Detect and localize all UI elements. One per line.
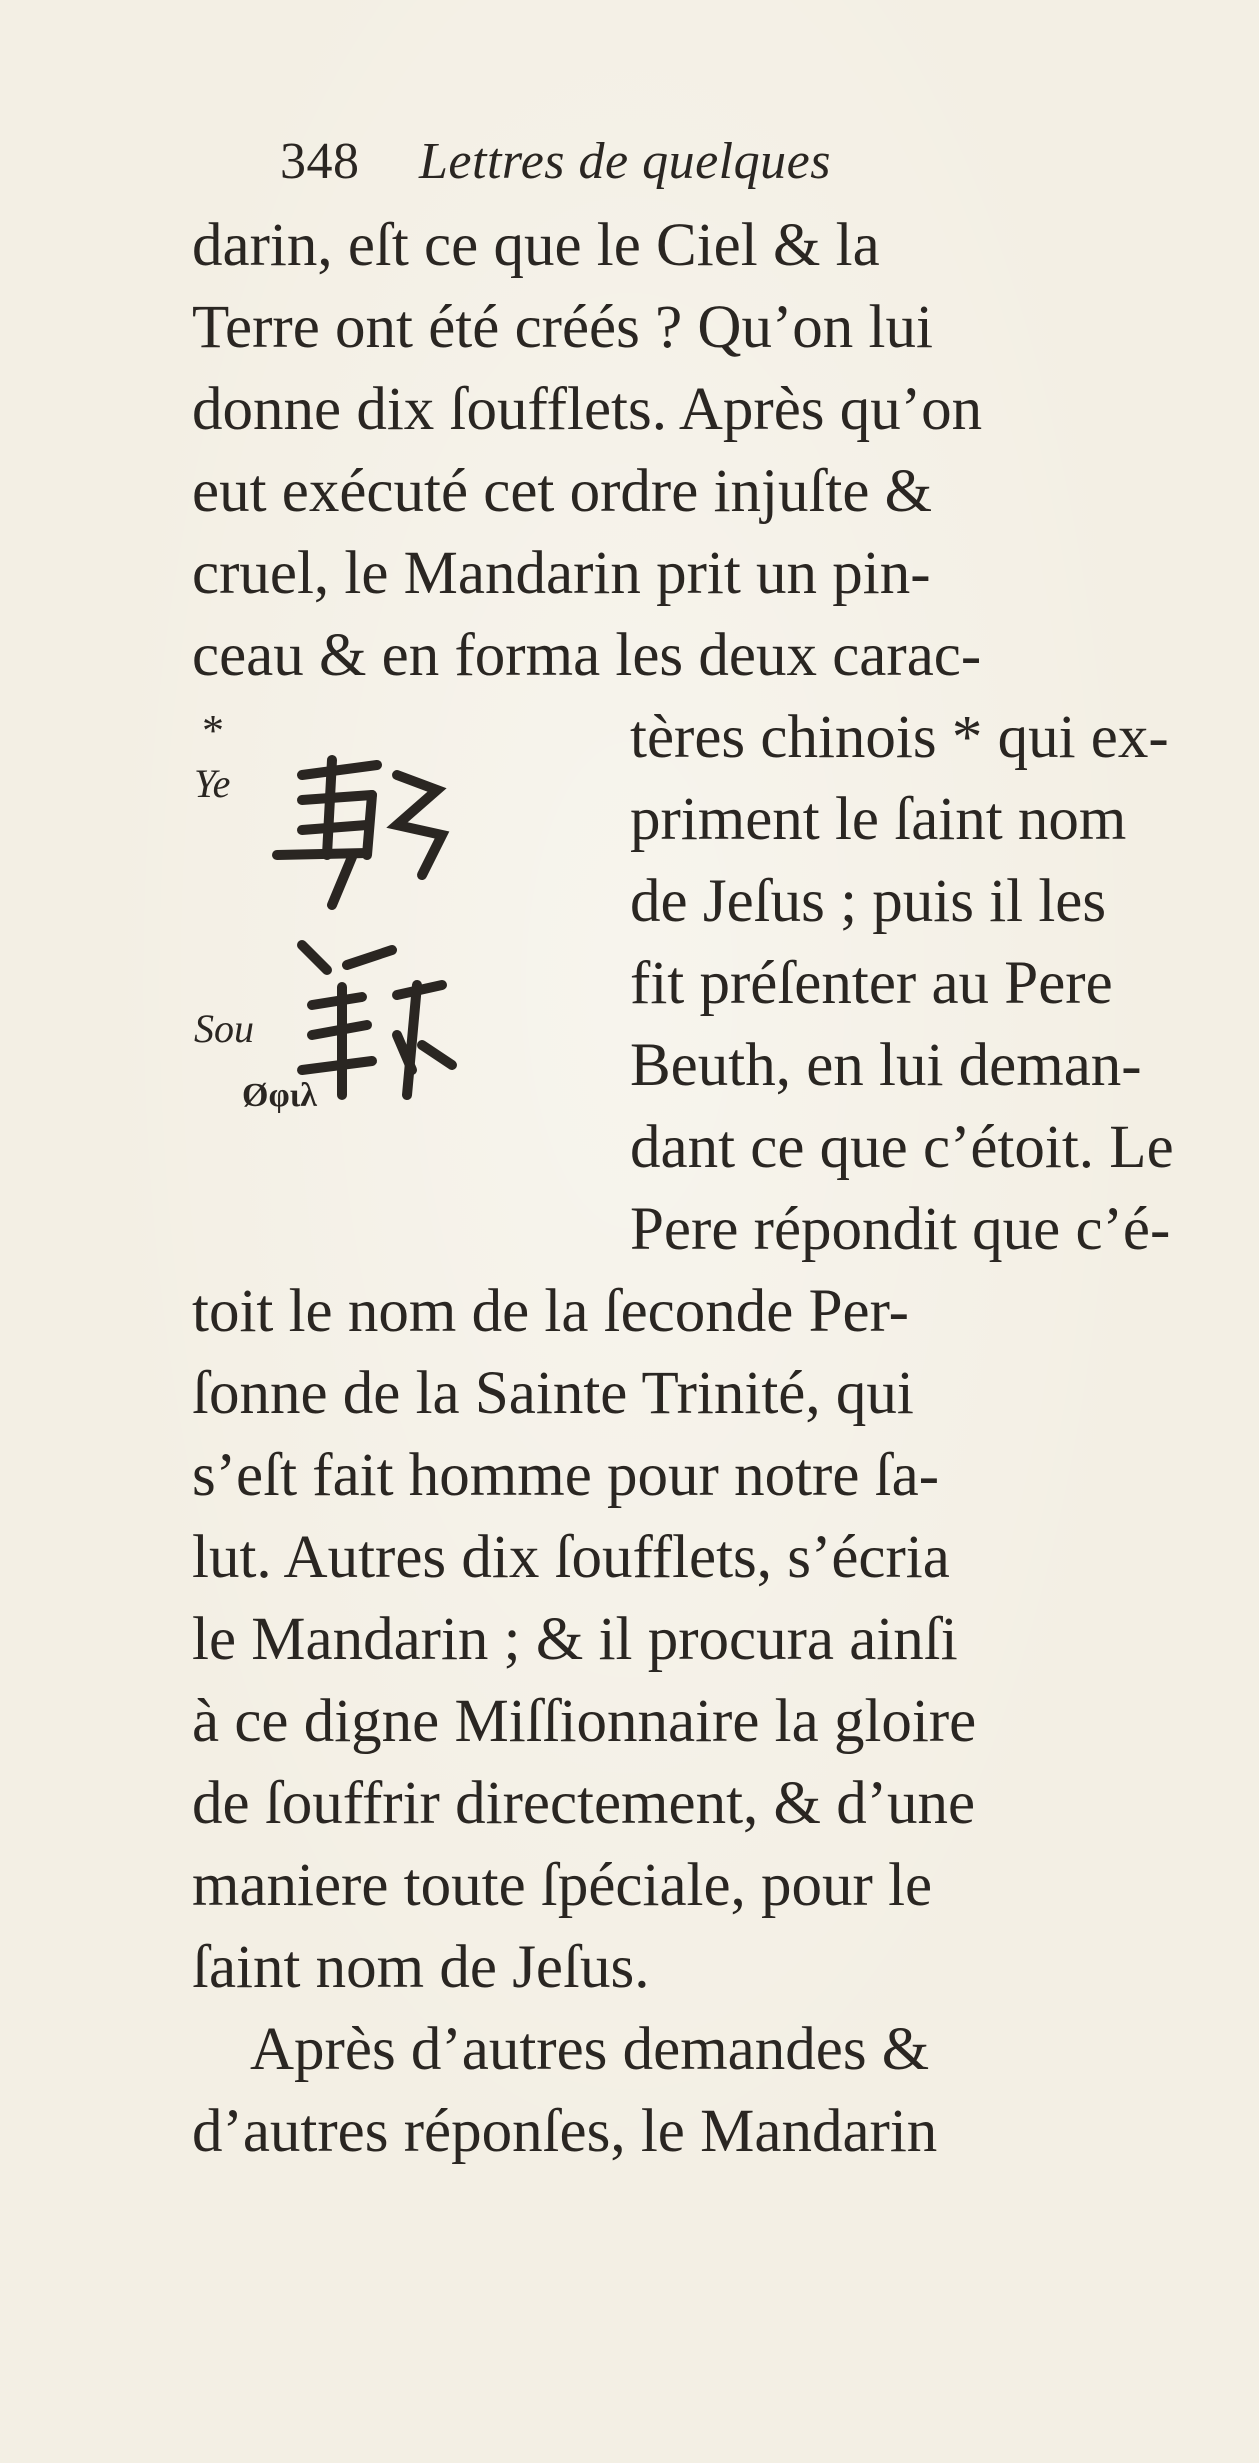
text-line: Pere répondit que c’é- xyxy=(630,1196,1171,1263)
text-line: tères chinois * qui ex- xyxy=(630,704,1169,771)
char-sub-label: Øφιλ xyxy=(242,1077,317,1114)
asterisk-mark: * xyxy=(202,706,224,755)
text-line: Après d’autres demandes & xyxy=(250,2016,930,2083)
text-line: lut. Autres dix ſoufflets, s’écria xyxy=(192,1524,950,1591)
text-line: s’eſt fait homme pour notre ſa- xyxy=(192,1442,940,1509)
text-line: de ſouffrir directement, & d’une xyxy=(192,1770,976,1837)
text-line: dant ce que c’étoit. Le xyxy=(630,1114,1174,1181)
text-line: Beuth, en lui deman- xyxy=(630,1032,1142,1099)
text-line: priment le ſaint nom xyxy=(630,786,1127,853)
text-line: de Jeſus ; puis il les xyxy=(630,868,1107,935)
running-title: Lettres de quelques xyxy=(419,133,831,190)
chinese-characters xyxy=(182,625,622,1185)
page-number: 348 xyxy=(280,133,360,190)
text-line: ſaint nom de Jeſus. xyxy=(192,1934,650,2001)
text-line: à ce digne Miſſionnaire la gloire xyxy=(192,1688,977,1755)
text-line: cruel, le Mandarin prit un pin- xyxy=(192,540,931,607)
text-line: toit le nom de la ſeconde Per- xyxy=(192,1278,909,1345)
char-label-sou: Sou xyxy=(194,1006,254,1051)
text-line: fit préſenter au Pere xyxy=(630,950,1113,1017)
text-line: darin, eſt ce que le Ciel & la xyxy=(192,212,880,279)
text-line: donne dix ſoufflets. Après qu’on xyxy=(192,376,983,443)
text-line: d’autres réponſes, le Mandarin xyxy=(192,2098,938,2165)
text-line: maniere toute ſpéciale, pour le xyxy=(192,1852,933,1919)
text-line: Terre ont été créés ? Qu’on lui xyxy=(192,294,933,361)
char-label-ye: Ye xyxy=(194,761,231,806)
text-line: le Mandarin ; & il procura ainſi xyxy=(192,1606,958,1673)
text-line: ſonne de la Sainte Trinité, qui xyxy=(192,1360,914,1427)
running-head xyxy=(280,132,831,191)
text-line: eut exécuté cet ordre injuſte & xyxy=(192,458,933,525)
text-line: ceau & en forma les deux carac- xyxy=(192,622,982,689)
